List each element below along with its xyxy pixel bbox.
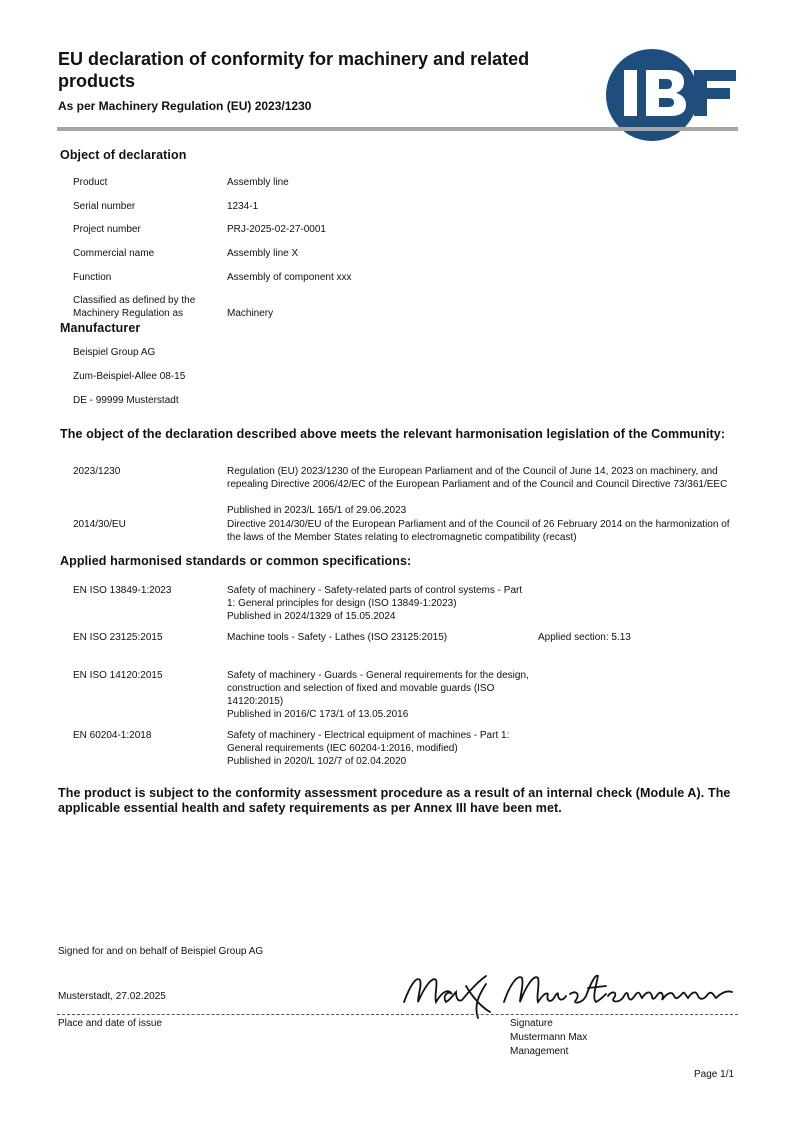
- document-subtitle: As per Machinery Regulation (EU) 2023/1230: [58, 99, 312, 113]
- standard-published: Published in 2016/C 173/1 of 13.05.2016: [227, 709, 409, 720]
- manufacturer-name: Beispiel Group AG: [73, 347, 156, 358]
- object-value: Assembly of component xxx: [227, 272, 352, 283]
- standard-published: Published in 2020/L 102/7 of 02.04.2020: [227, 756, 407, 767]
- object-value: Machinery: [227, 308, 274, 319]
- standard-text: Machine tools - Safety - Lathes (ISO 23125:2015): [227, 632, 448, 643]
- standard-text: Safety of machinery - Safety-related parts of control systems - Part 1: General principles for design (ISO 13849-1:2023): [227, 585, 523, 609]
- standard-published: Published in 2024/1329 of 15.05.2024: [227, 611, 396, 622]
- signature-icon: [400, 966, 740, 1024]
- object-label: Serial number: [73, 201, 136, 212]
- signature-label: Signature: [510, 1018, 553, 1029]
- standard-code: EN ISO 14120:2015: [73, 670, 163, 681]
- object-label: Classified as defined by the Machinery Regulation as: [73, 295, 196, 319]
- place-date-label: Place and date of issue: [58, 1018, 162, 1029]
- manufacturer-street: Zum-Beispiel-Allee 08-15: [73, 371, 186, 382]
- standard-applied-section: Applied section: 5.13: [538, 632, 631, 643]
- signed-on-behalf: Signed for and on behalf of Beispiel Group AG: [58, 946, 264, 957]
- object-label: Product: [73, 177, 108, 188]
- object-label: Commercial name: [73, 248, 155, 259]
- document-title: EU declaration of conformity for machinery and related products: [58, 49, 530, 91]
- legislation-text: Directive 2014/30/EU of the European Parliament and of the Council of 26 February 2014 on the harmonization of the laws of the Member States relating to electromagnetic compatibility (recast): [227, 519, 730, 543]
- standard-code: EN ISO 23125:2015: [73, 632, 163, 643]
- object-heading: Object of declaration: [60, 148, 187, 162]
- conformity-statement: The product is subject to the conformity assessment procedure as a result of an internal check (Module A). The applicable essential health and safety requirements as per Annex III have been met.: [58, 786, 731, 815]
- standard-text: Safety of machinery - Electrical equipment of machines - Part 1: General requirements (IEC 60204-1:2016, modified): [227, 730, 510, 754]
- object-label: Function: [73, 272, 112, 283]
- standards-heading: Applied harmonised standards or common specifications:: [60, 554, 412, 568]
- legislation-published: Published in 2023/L 165/1 of 29.06.2023: [227, 505, 407, 516]
- signature-line: [57, 1014, 738, 1015]
- standard-code: EN ISO 13849-1:2023: [73, 585, 172, 596]
- standard-text: Safety of machinery - Guards - General requirements for the design, construction and selection of fixed and movable guards (ISO 14120:2015): [227, 670, 529, 707]
- signatory-name: Mustermann Max: [510, 1032, 588, 1043]
- object-value: PRJ-2025-02-27-0001: [227, 224, 326, 235]
- object-value: 1234-1: [227, 201, 259, 212]
- object-value: Assembly line X: [227, 248, 299, 259]
- legislation-text: Regulation (EU) 2023/1230 of the European Parliament and of the Council of June 14, 2023 on machinery, and repealing Directive 2006/42/EC of the European Parliament and of the Council and Council Directive 73/361/EEC: [227, 466, 728, 490]
- standard-code: EN 60204-1:2018: [73, 730, 152, 741]
- manufacturer-heading: Manufacturer: [60, 321, 141, 335]
- object-label: Project number: [73, 224, 141, 235]
- legislation-heading: The object of the declaration described above meets the relevant harmonisation legislation of the Community:: [60, 427, 726, 441]
- legislation-code: 2014/30/EU: [73, 519, 126, 530]
- handwritten-signature: [400, 966, 740, 1024]
- signatory-role: Management: [510, 1046, 569, 1057]
- object-value: Assembly line: [227, 177, 289, 188]
- header-divider: [57, 127, 738, 131]
- page-number: Page 1/1: [694, 1069, 735, 1080]
- place-and-date: Musterstadt, 27.02.2025: [58, 991, 166, 1002]
- manufacturer-city: DE - 99999 Musterstadt: [73, 395, 179, 406]
- legislation-code: 2023/1230: [73, 466, 121, 477]
